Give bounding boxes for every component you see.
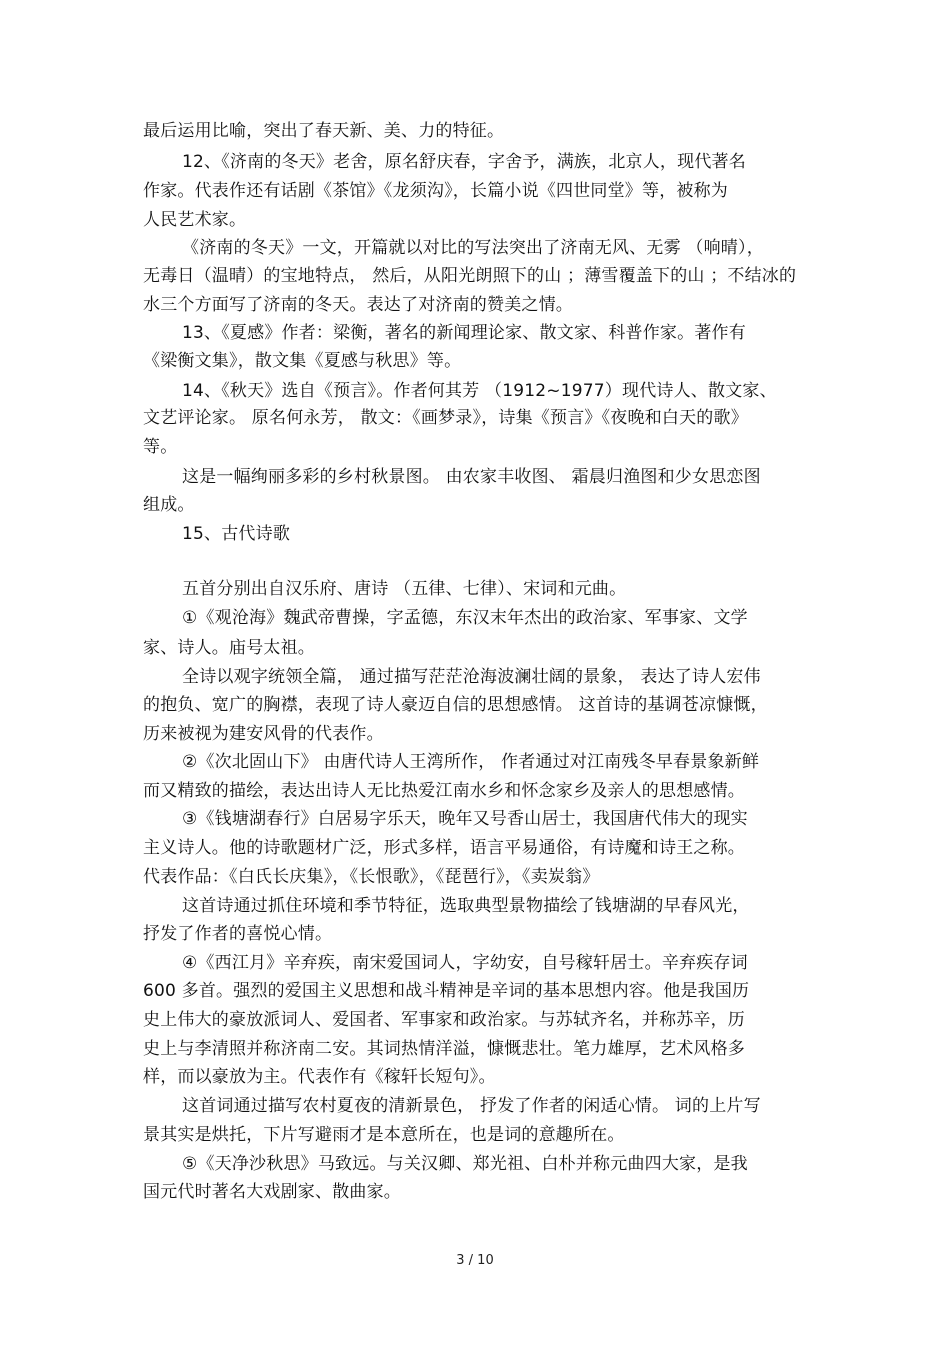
text-line: 13、《夏感》作者：梁衡，著名的新闻理论家、散文家、科普作家。著作有 [182,323,746,343]
text-line: 这首词通过描写农村夏夜的清新景色， 抒发了作者的闲适心情。 词的上片写 [182,1096,761,1116]
text-line: 水三个方面写了济南的冬天。表达了对济南的赞美之情。 [143,295,573,315]
text-line: 历来被视为建安风骨的代表作。 [143,724,384,744]
text-line: 全诗以观字统领全篇， 通过描写茫茫沧海波澜壮阔的景象， 表达了诗人宏伟 [182,667,761,687]
text-line: 《梁衡文集》，散文集《夏感与秋思》等。 [143,351,462,371]
text-line: 抒发了作者的喜悦心情。 [143,924,333,944]
text-line: 这是一幅绚丽多彩的乡村秋景图。 由农家丰收图、 霜晨归渔图和少女思恋图 [182,467,761,487]
text-line: 史上与李清照并称济南二安。其词热情洋溢，慷慨悲壮。笔力雄厚，艺术风格多 [143,1039,745,1059]
text-line: 史上伟大的豪放派词人、爱国者、军事家和政治家。与苏轼齐名，并称苏辛，历 [143,1010,745,1030]
text-line: 代表作品：《白氏长庆集》，《长恨歌》，《琵琶行》，《卖炭翁》 [143,867,600,887]
text-line: 文艺评论家。 原名何永芳， 散文：《画梦录》，诗集《预言》《夜晚和白天的歌》 [143,408,748,428]
text-line: 样，而以豪放为主。代表作有《稼轩长短句》。 [143,1067,496,1087]
text-line: 组成。 [143,495,195,515]
text-line: 家、诗人。庙号太祖。 [143,638,315,658]
text-line: 600 多首。强烈的爱国主义思想和战斗精神是辛词的基本思想内容。他是我国历 [143,981,750,1001]
text-line: 人民艺术家。 [143,210,247,230]
text-line: 12、《济南的冬天》老舍，原名舒庆春，字舍予，满族，北京人，现代著名 [182,152,746,172]
text-line: ③《钱塘湖春行》白居易字乐天，晚年又号香山居士，我国唐代伟大的现实 [182,809,748,829]
text-line: 最后运用比喻，突出了春天新、美、力的特征。 [143,121,505,141]
text-line: 《济南的冬天》一文，开篇就以对比的写法突出了济南无风、无雾 （响晴）， [182,238,764,258]
text-line: 等。 [143,437,178,457]
text-line: 的抱负、宽广的胸襟，表现了诗人豪迈自信的思想感情。 这首诗的基调苍凉慷慨， [143,695,768,715]
text-line: ②《次北固山下》 由唐代诗人王湾所作， 作者通过对江南残冬早春景象新鲜 [182,752,760,772]
section-heading: 15、古代诗歌 [182,524,291,544]
text-line: ④《西江月》辛弃疾，南宋爱国词人，字幼安，自号稼轩居士。辛弃疾存词 [182,953,748,973]
text-line: ①《观沧海》魏武帝曹操，字孟德，东汉末年杰出的政治家、军事家、文学 [182,608,748,628]
text-line: 景其实是烘托，下片写避雨才是本意所在，也是词的意趣所在。 [143,1125,625,1145]
text-line: 这首诗通过抓住环境和季节特征，选取典型景物描绘了钱塘湖的早春风光， [182,896,750,916]
text-line: 国元代时著名大戏剧家、散曲家。 [143,1182,401,1202]
text-line: 五首分别出自汉乐府、唐诗 （五律、七律）、宋词和元曲。 [182,579,627,599]
page-number: 3 / 10 [456,1253,494,1268]
text-line: 主义诗人。他的诗歌题材广泛，形式多样，语言平易通俗，有诗魔和诗王之称。 [143,838,745,858]
text-line: 而又精致的描绘，表达出诗人无比热爱江南水乡和怀念家乡及亲人的思想感情。 [143,781,745,801]
text-line: ⑤《天净沙秋思》马致远。与关汉卿、郑光祖、白朴并称元曲四大家，是我 [182,1154,748,1174]
text-line: 作家。代表作还有话剧《茶馆》《龙须沟》，长篇小说《四世同堂》等，被称为 [143,181,728,201]
text-line: 无毒日（温晴）的宝地特点， 然后，从阳光朗照下的山 ；薄雪覆盖下的山 ；不结冰的 [143,266,797,286]
text-line: 14、《秋天》选自《预言》。作者何其芳 （1912~1977）现代诗人、散文家、 [182,381,777,401]
